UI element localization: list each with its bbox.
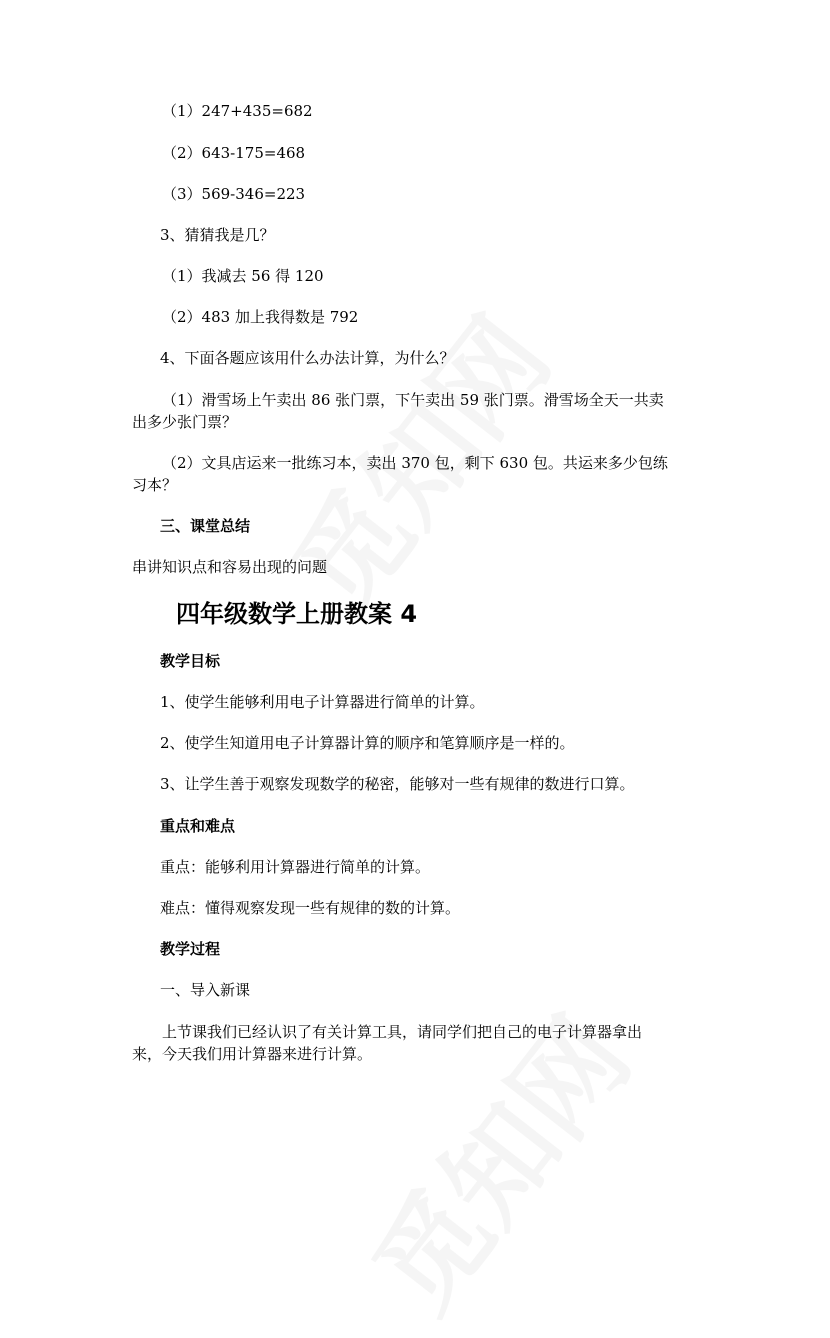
key-point: 重点：能够利用计算器进行简单的计算。 — [160, 858, 431, 876]
goal-1: 1、使学生能够利用电子计算器进行简单的计算。 — [160, 693, 485, 711]
summary-text: 串讲知识点和容易出现的问题 — [132, 558, 328, 576]
teaching-process-heading: 教学过程 — [160, 940, 221, 958]
equation-1: （1）247+435=682 — [162, 102, 313, 120]
intro-text-line-1: 上节课我们已经认识了有关计算工具，请同学们把自己的电子计算器拿出 — [162, 1023, 643, 1041]
equation-3: （3）569-346=223 — [162, 185, 306, 203]
page-title: 四年级数学上册教案 4 — [176, 600, 418, 628]
intro-heading: 一、导入新课 — [160, 981, 251, 999]
question-3-heading: 3、猜猜我是几？ — [160, 226, 275, 244]
question-4-item-1-line-1: （1）滑雪场上午卖出 86 张门票，下午卖出 59 张门票。滑雪场全天一共卖 — [162, 391, 664, 409]
intro-text-line-2: 来，今天我们用计算器来进行计算。 — [132, 1045, 373, 1063]
question-4-heading: 4、下面各题应该用什么办法计算，为什么？ — [160, 349, 455, 367]
section-summary-heading: 三、课堂总结 — [160, 517, 251, 535]
key-points-heading: 重点和难点 — [160, 817, 236, 835]
goal-3: 3、让学生善于观察发现数学的秘密，能够对一些有规律的数进行口算。 — [160, 775, 635, 793]
equation-2: （2）643-175=468 — [162, 144, 306, 162]
teaching-goals-heading: 教学目标 — [160, 652, 221, 670]
question-4-item-1-line-2: 出多少张门票？ — [132, 413, 238, 431]
goal-2: 2、使学生知道用电子计算器计算的顺序和笔算顺序是一样的。 — [160, 734, 575, 752]
question-3-item-1: （1）我减去 56 得 120 — [162, 267, 324, 285]
question-3-item-2: （2）483 加上我得数是 792 — [162, 308, 359, 326]
difficulty-point: 难点：懂得观察发现一些有规律的数的计算。 — [160, 899, 461, 917]
question-4-item-2-line-1: （2）文具店运来一批练习本，卖出 370 包，剩下 630 包。共运来多少包练 — [162, 454, 668, 472]
question-4-item-2-line-2: 习本？ — [132, 476, 178, 494]
